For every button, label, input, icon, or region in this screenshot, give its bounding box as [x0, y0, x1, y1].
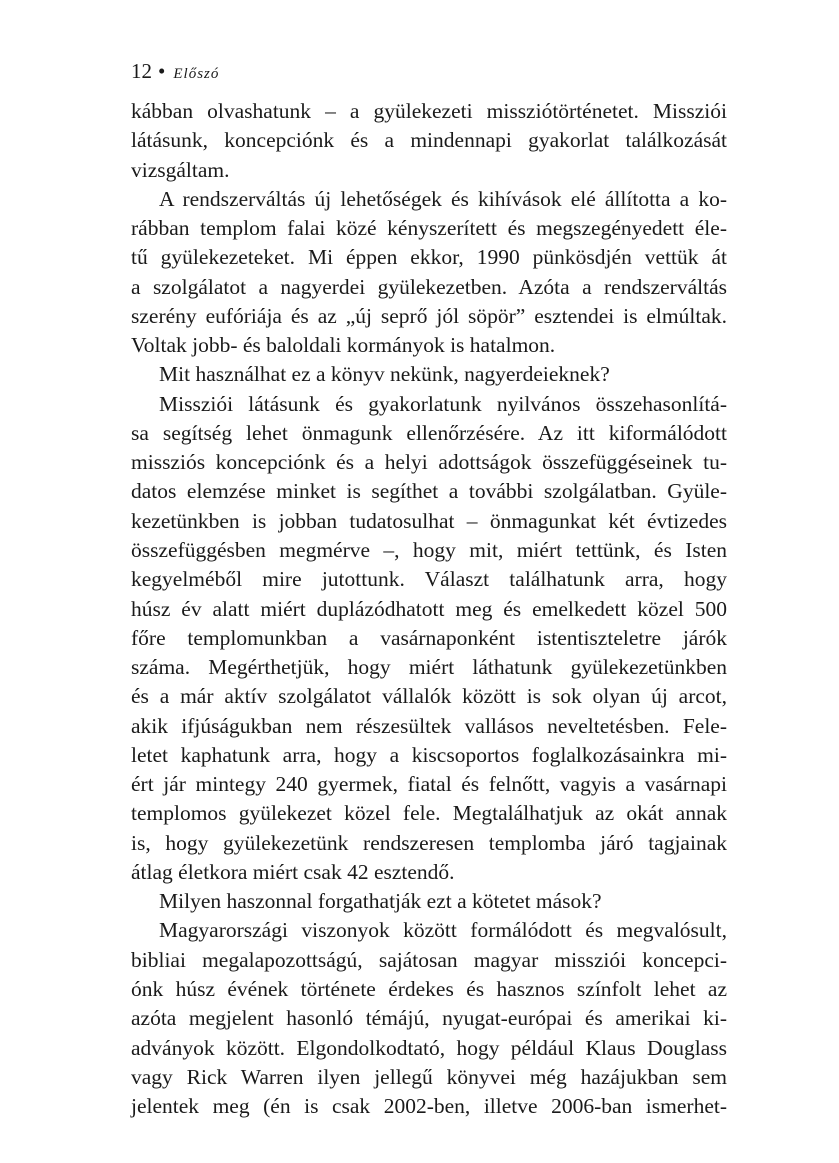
text-line: húsz év alatt miért duplázódhatott meg és emelkedett közel 500 [131, 596, 727, 621]
text-line: adványok között. Elgondolkodtató, hogy például Klaus Douglass [131, 1035, 727, 1060]
header-bullet: • [158, 59, 166, 83]
text-line: bibliai megalapozottságú, sajátosan magyar missziói koncepci- [131, 947, 727, 972]
text-line: is, hogy gyülekezetünk rendszeresen templomba járó tagjainak [131, 830, 727, 855]
text-line: főre templomunkban a vasárnaponként istentiszteletre járók [131, 625, 727, 650]
text-line: tű gyülekezeteket. Mi éppen ekkor, 1990 pünkösdjén vettük át [131, 245, 727, 270]
text-line: látásunk, koncepciónk és a mindennapi gyakorlat találkozását [131, 128, 727, 153]
text-line: akik ifjúságukban nem részesültek vallásos neveltetésben. Fele- [131, 713, 727, 738]
text-line: rábban templom falai közé kényszerített és megszegényedett éle- [131, 216, 727, 241]
text-line: sa segítség lehet önmagunk ellenőrzésére. Az itt kiformálódott [131, 420, 727, 445]
text-line: azóta megjelent hasonló témájú, nyugat-európai és amerikai ki- [131, 1006, 727, 1031]
section-title: Előszó [173, 66, 220, 82]
body-text [131, 97, 727, 1121]
text-line: a szolgálatot a nagyerdei gyülekezetben. Azóta a rendszerváltás [131, 274, 727, 299]
text-line: Milyen haszonnal forgathatják ezt a kötetet mások? [159, 889, 602, 914]
text-line: összefüggésben megmérve –, hogy mit, miért tettünk, és Isten [131, 537, 727, 562]
text-line: vagy Rick Warren ilyen jellegű könyvei még hazájukban sem [131, 1064, 727, 1089]
text-line: missziós koncepciónk és a helyi adottságok összefüggéseinek tu- [131, 450, 727, 475]
text-line: datos elemzése minket is segíthet a további szolgálatban. Gyüle- [131, 479, 727, 504]
text-line: száma. Megérthetjük, hogy miért láthatunk gyülekezetünkben [131, 655, 727, 680]
text-line: vizsgáltam. [131, 157, 230, 182]
text-line: Mit használhat ez a könyv nekünk, nagyerdeieknek? [159, 362, 610, 387]
text-line: és a már aktív szolgálatot vállalók között is sok olyan új arcot, [131, 684, 727, 709]
text-line: szerény eufóriája és az „új seprő jól söpör” esztendei is elmúltak. [131, 303, 727, 328]
text-line: letet kaphatunk arra, hogy a kiscsoportos foglalkozásainkra mi- [131, 742, 727, 767]
text-line: ónk húsz évének története érdekes és hasznos színfolt lehet az [131, 976, 727, 1001]
text-line: kezetünkben is jobban tudatosulhat – önmagunkat két évtizedes [131, 508, 727, 533]
text-line: Missziói látásunk és gyakorlatunk nyilvános összehasonlítá- [159, 391, 727, 416]
text-line: jelentek meg (én is csak 2002-ben, illetve 2006-ban ismerhet- [131, 1094, 727, 1119]
text-line: ért jár mintegy 240 gyermek, fiatal és felnőtt, vagyis a vasárnapi [131, 772, 727, 797]
text-line: A rendszerváltás új lehetőségek és kihívások elé állította a ko- [159, 186, 727, 211]
text-line: kegyelméből mire jutottunk. Választ találhatunk arra, hogy [131, 567, 727, 592]
text-line: Voltak jobb- és baloldali kormányok is hatalmon. [131, 333, 556, 358]
text-line: kábban olvashatunk – a gyülekezeti missziótörténetet. Missziói [131, 99, 727, 123]
text-line: templomos gyülekezet közel fele. Megtalálhatjuk az okát annak [131, 801, 727, 826]
page-number: 12 [131, 59, 152, 83]
running-head [131, 58, 219, 87]
text-line: átlag életkora miért csak 42 esztendő. [131, 859, 455, 884]
text-line: Magyarországi viszonyok között formálódott és megvalósult, [159, 918, 727, 943]
